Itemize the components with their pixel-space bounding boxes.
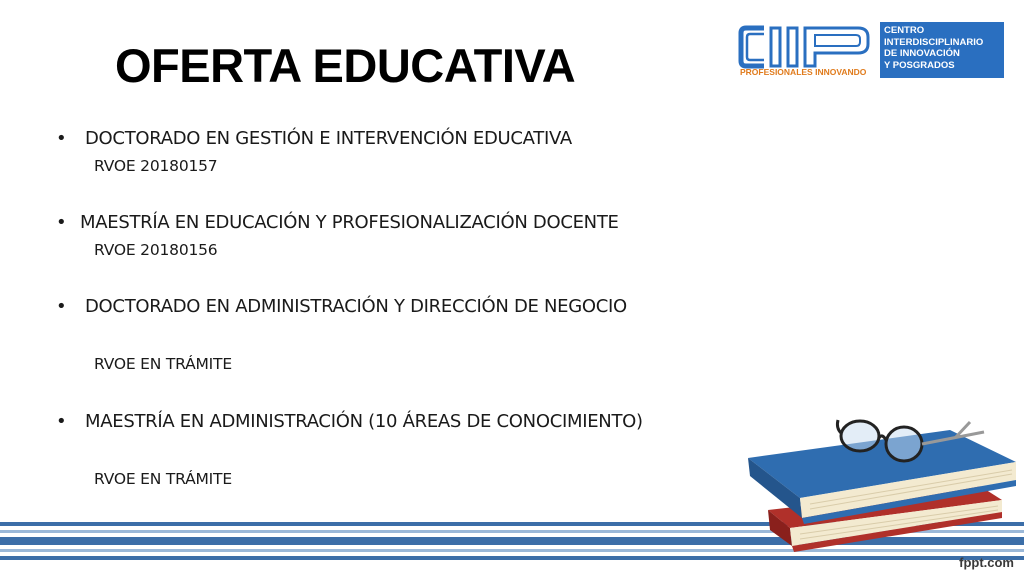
books-with-glasses-illustration — [740, 400, 1020, 560]
bullet: • — [56, 411, 67, 432]
logo-line: INTERDISCIPLINARIO — [884, 36, 984, 48]
program-rvoe: RVOE EN TRÁMITE — [94, 355, 232, 373]
logo-line: Y POSGRADOS — [884, 59, 955, 71]
program-rvoe: RVOE 20180157 — [94, 157, 218, 175]
program-title: MAESTRÍA EN ADMINISTRACIÓN (10 ÁREAS DE CONOCIMIENTO) — [85, 411, 643, 432]
bullet: • — [56, 212, 67, 233]
program-rvoe: RVOE EN TRÁMITE — [94, 470, 232, 488]
program-rvoe: RVOE 20180156 — [94, 241, 218, 259]
logo-line: CENTRO — [884, 25, 925, 36]
bullet: • — [56, 296, 67, 317]
ciip-logo-mark — [738, 24, 878, 70]
slide-title: OFERTA EDUCATIVA — [115, 39, 576, 92]
logo-line: DE INNOVACIÓN — [884, 48, 960, 59]
bullet: • — [56, 128, 67, 149]
ciip-logo — [738, 22, 1006, 80]
logo-name-box — [880, 22, 1004, 78]
program-title: DOCTORADO EN GESTIÓN E INTERVENCIÓN EDUCATIVA — [85, 128, 572, 149]
footer-credit: fppt.com — [959, 555, 1014, 570]
program-title: DOCTORADO EN ADMINISTRACIÓN Y DIRECCIÓN DE NEGOCIO — [85, 296, 627, 317]
logo-tagline: PROFESIONALES INNOVANDO — [740, 67, 867, 77]
program-title: MAESTRÍA EN EDUCACIÓN Y PROFESIONALIZACIÓN DOCENTE — [80, 212, 619, 233]
